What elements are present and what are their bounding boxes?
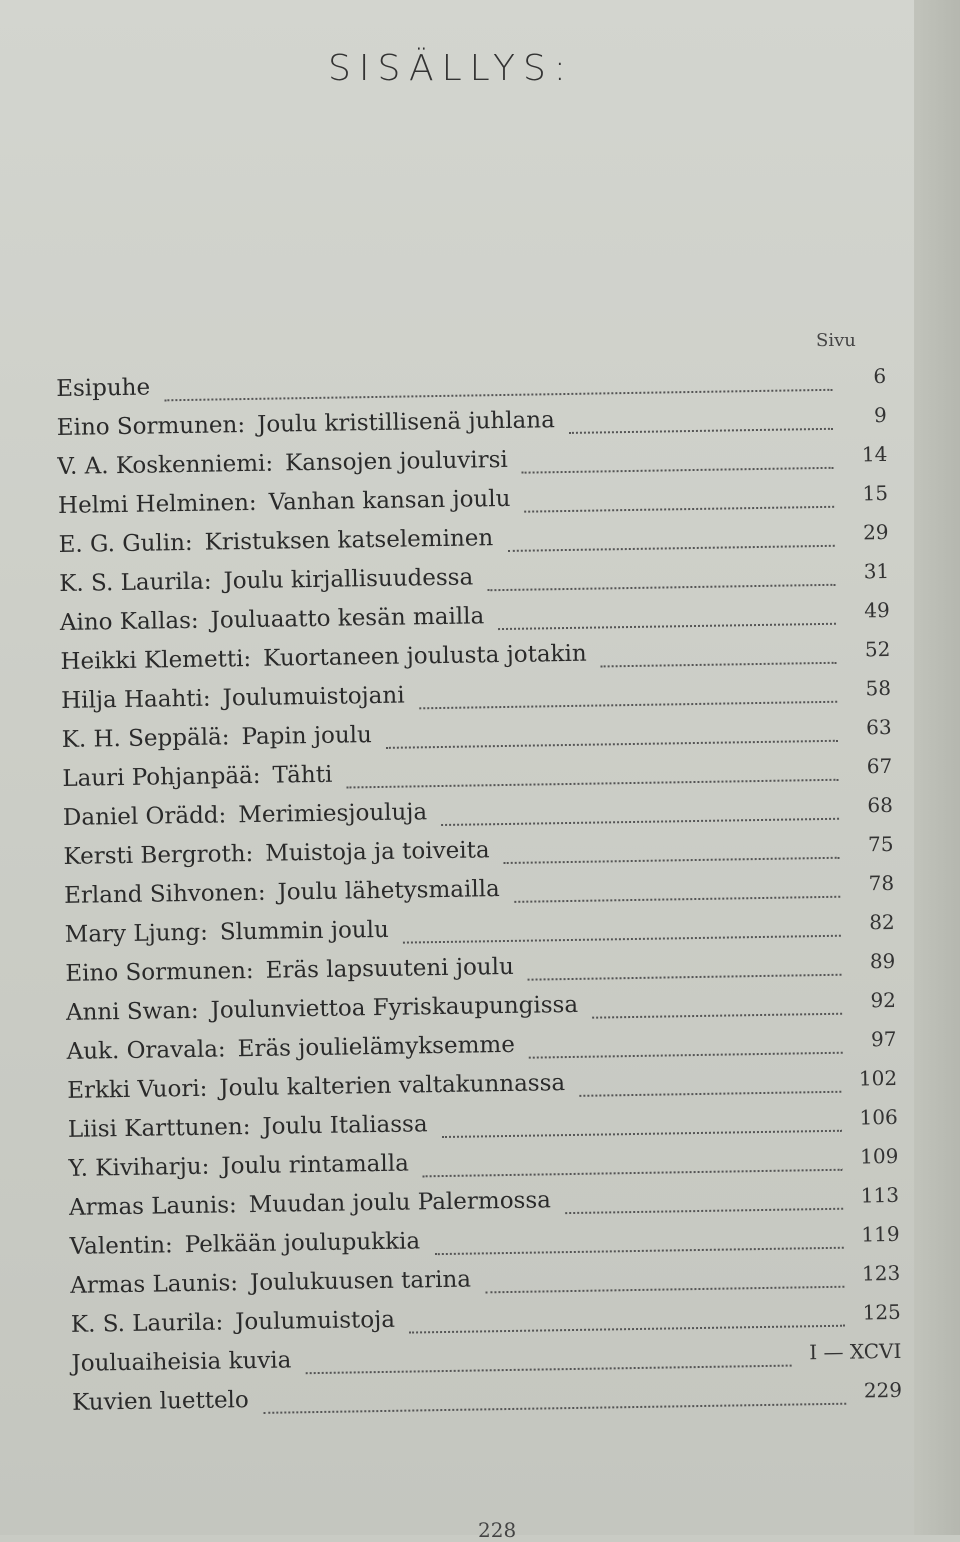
toc-title: Kuortaneen joulusta jotakin bbox=[263, 641, 587, 672]
toc-page: 9 bbox=[851, 403, 887, 428]
toc-page: 29 bbox=[852, 520, 888, 545]
toc-author: Valentin: bbox=[69, 1232, 173, 1260]
toc-page: 102 bbox=[859, 1066, 898, 1091]
toc-page: 89 bbox=[859, 949, 895, 974]
toc-title: Esipuhe bbox=[56, 375, 150, 402]
page-number-footer: 228 bbox=[478, 1518, 516, 1542]
leader-dots bbox=[487, 583, 835, 590]
toc-author: Lauri Pohjanpää: bbox=[62, 763, 261, 792]
toc-author: Liisi Karttunen: bbox=[68, 1114, 251, 1143]
toc-author: Y. Kiviharju: bbox=[68, 1154, 209, 1182]
toc-author: Auk. Oravala: bbox=[66, 1036, 225, 1064]
toc-page: 58 bbox=[855, 676, 891, 701]
toc-page: 82 bbox=[858, 910, 894, 935]
page-title: SISÄLLYS: bbox=[328, 48, 574, 89]
leader-dots bbox=[306, 1364, 792, 1374]
page-column-header: Sivu bbox=[816, 330, 856, 351]
leader-dots bbox=[569, 427, 833, 433]
toc-page: 52 bbox=[854, 637, 890, 662]
toc-page: 125 bbox=[862, 1300, 901, 1325]
toc-title: Pelkään joulupukkia bbox=[185, 1228, 421, 1258]
toc-title: Joulumuistojani bbox=[222, 683, 404, 712]
toc-title: Vanhan kansan joulu bbox=[268, 486, 510, 516]
table-of-contents bbox=[56, 363, 902, 1429]
toc-title: Joulu rintamalla bbox=[221, 1151, 409, 1180]
leader-dots bbox=[507, 544, 834, 551]
toc-title: Slummin joulu bbox=[220, 917, 389, 946]
leader-dots bbox=[403, 934, 841, 943]
toc-title: Joulu kalterien valtakunnassa bbox=[219, 1070, 565, 1101]
toc-author: V. A. Koskenniemi: bbox=[57, 451, 273, 480]
toc-author: Erland Sihvonen: bbox=[64, 880, 266, 909]
toc-author: K. H. Seppälä: bbox=[62, 724, 230, 753]
toc-page: 119 bbox=[861, 1222, 900, 1247]
leader-dots bbox=[347, 778, 839, 788]
page-edge bbox=[914, 0, 960, 1535]
toc-page: 229 bbox=[864, 1378, 903, 1403]
toc-author: Hilja Haahti: bbox=[61, 686, 211, 714]
toc-page: 109 bbox=[860, 1144, 899, 1169]
leader-dots bbox=[525, 505, 835, 512]
leader-dots bbox=[434, 1246, 843, 1254]
leader-dots bbox=[504, 856, 840, 863]
leader-dots bbox=[442, 1129, 842, 1137]
leader-dots bbox=[529, 1051, 843, 1058]
toc-title: Joulunviettoa Fyriskaupungissa bbox=[210, 992, 578, 1024]
toc-page: 75 bbox=[857, 832, 893, 857]
toc-title: Joulumuistoja bbox=[235, 1307, 395, 1336]
leader-dots bbox=[263, 1402, 846, 1413]
toc-author: Mary Ljung: bbox=[65, 920, 208, 948]
toc-page: 63 bbox=[855, 715, 891, 740]
toc-page: 15 bbox=[852, 481, 888, 506]
toc-page: 49 bbox=[854, 598, 890, 623]
toc-page: 78 bbox=[858, 871, 894, 896]
toc-author: Armas Launis: bbox=[69, 1192, 237, 1221]
toc-author: K. S. Laurila: bbox=[71, 1309, 224, 1337]
leader-dots bbox=[423, 1168, 842, 1177]
leader-dots bbox=[485, 1285, 844, 1293]
leader-dots bbox=[601, 661, 837, 667]
toc-page: 68 bbox=[857, 793, 893, 818]
toc-title: Joulu kirjallisuudessa bbox=[223, 564, 473, 594]
toc-author: Heikki Klemetti: bbox=[60, 646, 251, 675]
leader-dots bbox=[579, 1090, 841, 1096]
leader-dots bbox=[565, 1207, 843, 1213]
toc-page: 14 bbox=[851, 442, 887, 467]
toc-author: Eino Sormunen: bbox=[57, 412, 246, 441]
toc-author: Erkki Vuori: bbox=[67, 1076, 208, 1104]
toc-title: Kristuksen katseleminen bbox=[204, 525, 493, 556]
toc-author: K. S. Laurila: bbox=[59, 569, 212, 597]
toc-page: 97 bbox=[860, 1027, 896, 1052]
toc-title: Eräs lapsuuteni joulu bbox=[265, 954, 514, 984]
leader-dots bbox=[441, 817, 839, 825]
toc-title: Papin joulu bbox=[241, 722, 372, 750]
toc-author: Armas Launis: bbox=[70, 1270, 238, 1299]
toc-title: Tähti bbox=[272, 762, 332, 789]
toc-title: Joulu Italiassa bbox=[262, 1111, 428, 1140]
toc-page: I — XCVI bbox=[809, 1339, 902, 1364]
toc-page: 113 bbox=[861, 1183, 900, 1208]
toc-author: Daniel Orädd: bbox=[63, 802, 227, 831]
leader-dots bbox=[514, 895, 840, 902]
toc-title: Merimiesjouluja bbox=[238, 799, 427, 828]
toc-author: Helmi Helminen: bbox=[58, 490, 257, 519]
toc-title: Jouluaiheisia kuvia bbox=[71, 1347, 291, 1376]
toc-page: 67 bbox=[856, 754, 892, 779]
toc-author: Anni Swan: bbox=[66, 998, 199, 1026]
leader-dots bbox=[386, 739, 838, 748]
toc-page: 123 bbox=[862, 1261, 901, 1286]
toc-title: Kuvien luettelo bbox=[72, 1387, 249, 1416]
toc-title: Eräs joulielämyksemme bbox=[237, 1032, 515, 1062]
toc-title: Jouluaatto kesän mailla bbox=[210, 603, 484, 633]
leader-dots bbox=[522, 466, 834, 473]
toc-author: Aino Kallas: bbox=[60, 608, 199, 636]
toc-title: Kansojen jouluvirsi bbox=[285, 447, 508, 476]
toc-author: E. G. Gulin: bbox=[58, 530, 192, 558]
toc-title: Joulu kristillisenä juhlana bbox=[257, 407, 555, 438]
toc-title: Muudan joulu Palermossa bbox=[249, 1187, 551, 1218]
toc-page: 31 bbox=[853, 559, 889, 584]
leader-dots bbox=[528, 973, 842, 980]
toc-page: 106 bbox=[859, 1105, 898, 1130]
toc-title: Joulukuusen tarina bbox=[250, 1267, 471, 1296]
leader-dots bbox=[419, 700, 837, 709]
toc-author: Kersti Bergroth: bbox=[63, 841, 253, 870]
leader-dots bbox=[592, 1012, 842, 1018]
leader-dots bbox=[409, 1324, 845, 1333]
toc-author: Eino Sormunen: bbox=[65, 958, 254, 987]
toc-page: 6 bbox=[850, 364, 886, 389]
leader-dots bbox=[164, 388, 832, 400]
leader-dots bbox=[498, 622, 836, 629]
toc-title: Muistoja ja toiveita bbox=[265, 837, 490, 867]
toc-page: 92 bbox=[860, 988, 896, 1013]
toc-title: Joulu lähetysmailla bbox=[277, 876, 500, 905]
